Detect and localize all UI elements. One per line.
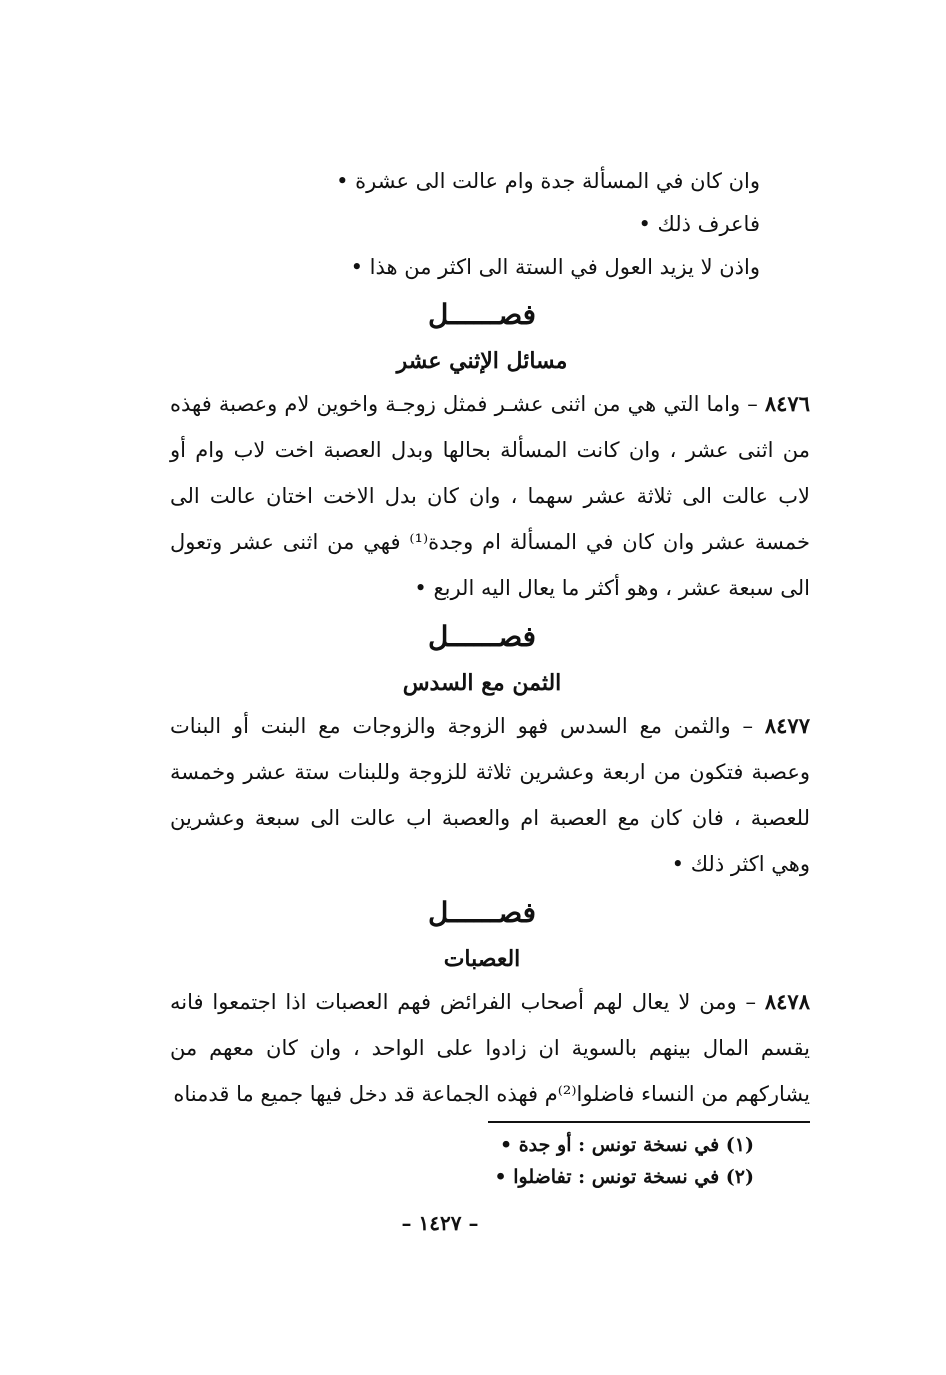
- section-marker: فصــــــل: [427, 298, 537, 331]
- paragraph: [170, 979, 810, 1117]
- footnote: (١) في نسخة تونس : أو جدة •: [499, 1134, 754, 1156]
- paragraph-number: ٨٤٧٦: [764, 391, 810, 416]
- section-title: مسائل الإثني عشر: [396, 348, 568, 374]
- paragraph-number: ٨٤٧٨: [764, 989, 810, 1014]
- paragraph: [170, 703, 810, 887]
- footnote: (٢) في نسخة تونس : تفاضلوا •: [494, 1166, 754, 1188]
- section-marker: فصــــــل: [427, 896, 537, 929]
- intro-line: فاعرف ذلك •: [638, 212, 760, 236]
- section-marker: فصــــــل: [427, 620, 537, 653]
- paragraph-number: ٨٤٧٧: [764, 713, 810, 738]
- section-8478: [170, 887, 810, 1117]
- footnotes: [170, 1129, 810, 1193]
- intro-block: [170, 160, 810, 289]
- page-number: – ١٤٢٧ –: [401, 1211, 479, 1235]
- footnote-divider: [488, 1121, 810, 1123]
- intro-line: وان كان في المسألة جدة وام عالت الى عشرة •: [336, 169, 760, 193]
- paragraph-text: – ومن لا يعال لهم أصحاب الفرائض فهم العصبات اذا اجتمعوا فانه يقسم المال بينهم بالسوية ان زادوا على الواحد ، وان كان معهم من يشاركهم من النساء فاضلوا⁽²⁾م فهذه الجماعة قد دخل فيها جميع ما قدمناه: [170, 990, 810, 1106]
- paragraph: [170, 381, 810, 611]
- document-page: [170, 160, 810, 1235]
- section-8476: [170, 289, 810, 611]
- section-title: العصبات: [443, 946, 521, 972]
- section-8477: [170, 611, 810, 887]
- paragraph-text: – واما التي هي من اثنى عشـر فمثل زوجـة واخوين لام وعصبة فهذه من اثنى عشر ، وان كانت المسألة بحالها وبدل العصبة اخت لاب وام أو لاب عالت الى ثلاثة عشر سهما ، وان كان بدل الاخت اختان عالت الى خمسة عشر وان كان في المسألة ام وجدة⁽¹⁾ فهي من اثنى عشر وتعول الى سبعة عشر ، وهو أكثر ما يعال اليه الربع •: [170, 392, 810, 600]
- paragraph-text: – والثمن مع السدس فهو الزوجة والزوجات مع البنت أو البنات وعصبة فتكون من اربعة وعشرين ثلاثة للزوجة وللبنات ستة عشر وخمسة للعصبة ، فان كان مع العصبة ام والعصبة اب عالت الى سبعة وعشرين وهي اكثر ذلك •: [170, 714, 810, 876]
- intro-line: واذن لا يزيد العول في الستة الى اكثر من هذا •: [350, 255, 760, 279]
- section-title: الثمن مع السدس: [402, 670, 562, 696]
